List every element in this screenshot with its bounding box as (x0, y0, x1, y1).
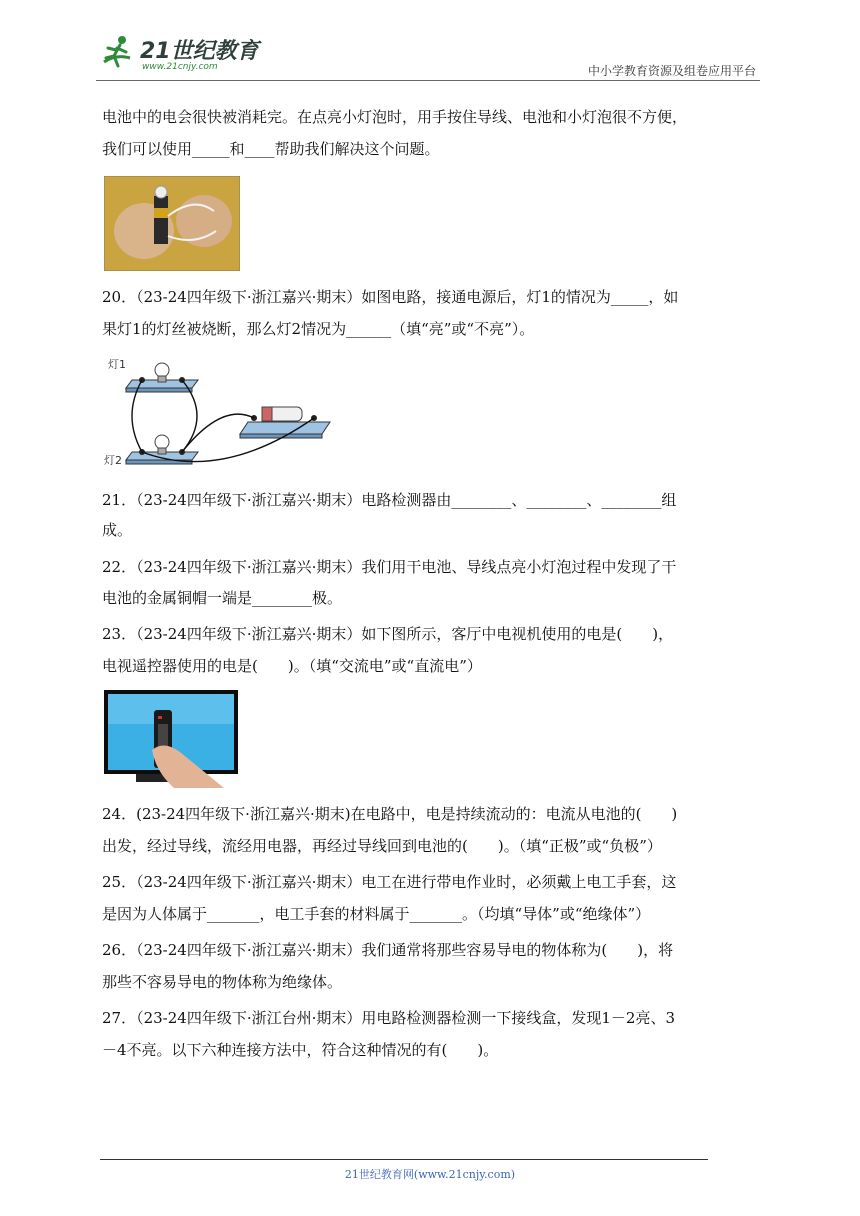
text-line: －4不亮。以下六种连接方法中，符合这种情况的有( )。 (102, 1041, 499, 1059)
text-line: 电池的金属铜帽一端是________极。 (102, 589, 343, 607)
text-line: 21．（23-24四年级下·浙江嘉兴·期末）电路检测器由________、________、________组 (102, 491, 677, 509)
tv-remote-photo (104, 690, 238, 788)
text-line: 我们可以使用_____和____帮助我们解决这个问题。 (102, 140, 440, 158)
text-line: 果灯1的灯丝被烧断，那么灯2情况为______（填“亮”或“不亮”）。 (102, 320, 535, 338)
text-line: 成。 (102, 521, 133, 539)
text-line: 25．（23-24四年级下·浙江嘉兴·期末）电工在进行带电作业时，必须戴上电工手套，这 (102, 873, 677, 891)
platform-name: 中小学教育资源及组卷应用平台 (587, 64, 756, 78)
text-line: 电视遥控器使用的电是( )。（填“交流电”或“直流电”） (102, 657, 482, 675)
text-line: 22．（23-24四年级下·浙江嘉兴·期末）我们用干电池、导线点亮小灯泡过程中发现了干 (102, 558, 677, 576)
text-line: 23．（23-24四年级下·浙江嘉兴·期末）如下图所示，客厅中电视机使用的电是( )， (102, 625, 674, 643)
circuit-diagram (102, 352, 334, 470)
header-divider (96, 80, 760, 81)
text-line: 24．(23-24四年级下·浙江嘉兴·期末)在电路中，电是持续流动的：电流从电池的( ) (102, 805, 678, 823)
hand-battery-photo (104, 176, 240, 271)
lamp2-label: 灯2 (104, 454, 122, 467)
runner-logo-icon (96, 32, 140, 76)
text-line: 那些不容易导电的物体称为绝缘体。 (102, 973, 343, 991)
text-line: 出发，经过导线，流经用电器，再经过导线回到电池的( )。（填“正极”或“负极”） (102, 837, 662, 855)
logo-text: 21世纪教育 (140, 39, 259, 64)
lamp1-label: 灯1 (108, 358, 126, 371)
text-line: 20．（23-24四年级下·浙江嘉兴·期末）如图电路，接通电源后，灯1的情况为_____，如 (102, 288, 679, 306)
text-line: 是因为人体属于_______，电工手套的材料属于_______。（均填“导体”或“绝缘体”） (102, 905, 651, 923)
footer-divider (100, 1159, 708, 1160)
footer-text: 21世纪教育网(www.21cnjy.com) (344, 1168, 516, 1181)
text-line: 26．（23-24四年级下·浙江嘉兴·期末）我们通常将那些容易导电的物体称为( )，将 (102, 941, 674, 959)
logo-url: www.21cnjy.com (142, 62, 218, 72)
site-logo (96, 32, 266, 80)
text-line: 电池中的电会很快被消耗完。在点亮小灯泡时，用手按住导线、电池和小灯泡很不方便， (102, 108, 688, 126)
text-line: 27．（23-24四年级下·浙江台州·期末）用电路检测器检测一下接线盒，发现1－2亮、3 (102, 1009, 675, 1027)
